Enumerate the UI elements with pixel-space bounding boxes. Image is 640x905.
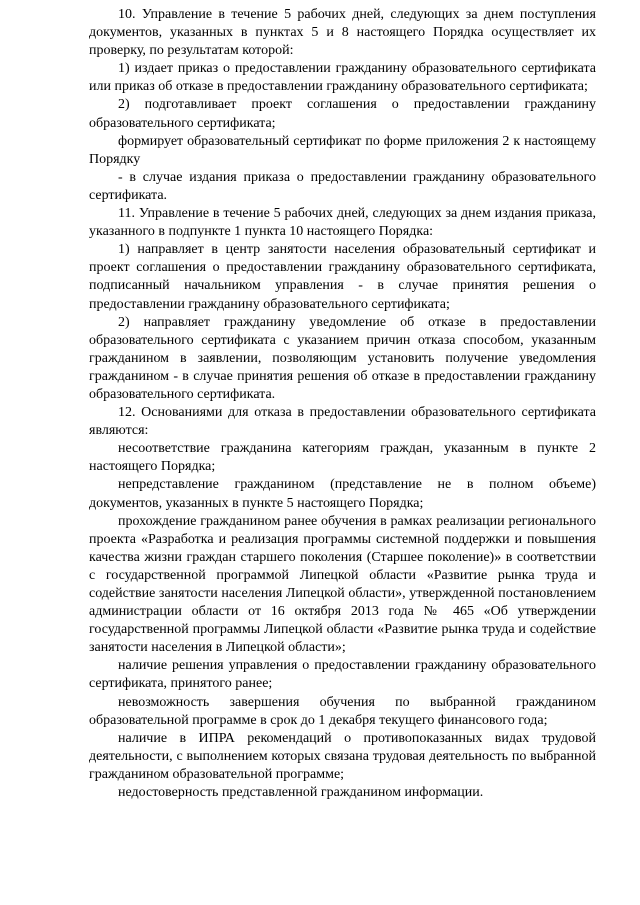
- refusal-reason-prior-training: прохождение гражданином ранее обучения в рамках реализации регионального проекта «Разработка и реализация программы системной поддержки и повышения качества жизни граждан старшего поколения (Старшее поколение)» в соответствии с государственной программой Липецкой области «Развитие рынка труда и содействие занятости населения Липецкой области», утвержденной постановлением администрации области от 16 октября 2013 года № 465 «Об утверждении государственной программы Липецкой области «Развитие рынка труда и содействие занятости населения в Липецкой области»;: [89, 513, 596, 656]
- paragraph-10-item-1: 1) издает приказ о предоставлении гражданину образовательного сертификата или приказ об отказе в предоставлении гражданину образовательного сертификата;: [89, 61, 596, 95]
- refusal-reason-documents: непредставление гражданином (представление не в полном объеме) документов, указанных в пункте 5 настоящего Порядка;: [89, 477, 596, 511]
- paragraph-10-item-2-continued: формирует образовательный сертификат по форме приложения 2 к настоящему Порядку: [89, 133, 596, 167]
- paragraph-11: 11. Управление в течение 5 рабочих дней, следующих за днем издания приказа, указанного в подпункте 1 пункта 10 настоящего Порядка:: [89, 206, 596, 240]
- paragraph-10-item-2: 2) подготавливает проект соглашения о предоставлении гражданину образовательного сертификата;: [89, 97, 596, 131]
- refusal-reason-false-info: недостоверность представленной гражданином информации.: [118, 785, 484, 801]
- document-body: [89, 6, 596, 802]
- paragraph-10-condition: - в случае издания приказа о предоставлении гражданину образовательного сертификата.: [89, 169, 596, 203]
- refusal-reason-deadline: невозможность завершения обучения по выбранной гражданином образовательной программе в срок до 1 декабря текущего финансового года;: [89, 694, 596, 728]
- refusal-reason-prior-decision: наличие решения управления о предоставлении гражданину образовательного сертификата, принятого ранее;: [89, 658, 596, 692]
- paragraph-11-item-2: 2) направляет гражданину уведомление об отказе в предоставлении образовательного сертификата с указанием причин отказа способом, указанным гражданином в заявлении, позволяющим установить получение уведомления гражданином - в случае принятия решения об отказе в предоставлении гражданину образовательного сертификата.: [89, 314, 596, 402]
- paragraph-10: 10. Управление в течение 5 рабочих дней, следующих за днем поступления документов, указанных в пунктах 5 и 8 настоящего Порядка осуществляет их проверку, по результатам которой:: [89, 7, 596, 59]
- refusal-reason-ipra: наличие в ИПРА рекомендаций о противопоказанных видах трудовой деятельности, с выполнением которых связана трудовая деятельность по выбранной гражданином образовательной программе;: [89, 730, 596, 782]
- paragraph-11-item-1: 1) направляет в центр занятости населения образовательный сертификат и проект соглашения о предоставлении гражданину образовательного сертификата, подписанный начальником управления - в случае принятия решения о предоставлении гражданину образовательного сертификата;: [89, 242, 596, 312]
- paragraph-12: 12. Основаниями для отказа в предоставлении образовательного сертификата являются:: [89, 405, 596, 439]
- refusal-reason-category: несоответствие гражданина категориям граждан, указанным в пункте 2 настоящего Порядка;: [89, 441, 596, 475]
